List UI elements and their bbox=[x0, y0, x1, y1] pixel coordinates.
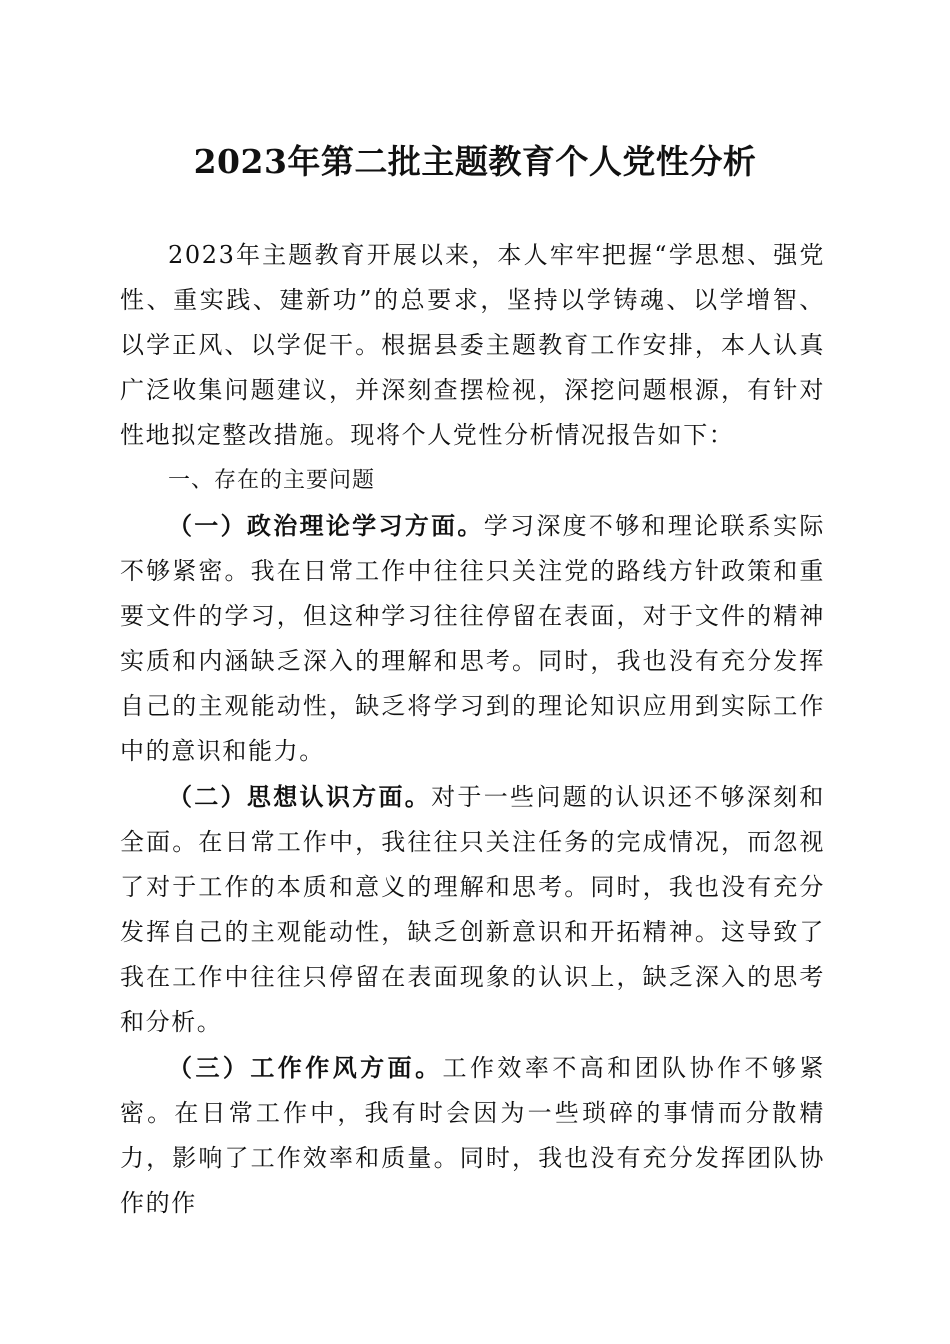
intro-paragraph: 2023年主题教育开展以来，本人牢牢把握“学思想、强党性、重实践、建新功”的总要求，坚持以学铸魂、以学增智、以学正风、以学促干。根据县委主题教育工作安排，本人认真广泛收集问题建议，并深刻查摆检视，深挖问题根源，有针对性地拟定整改措施。现将个人党性分析情况报告如下： bbox=[120, 241, 825, 449]
paragraph-text: 工作效率不高和团队协作不够紧密。在日常工作中，我有时会因为一些琐碎的事情而分散精力，影响了工作效率和质量。同时，我也没有充分发挥团队协作的作 bbox=[120, 1054, 826, 1217]
problem-paragraph-ideology bbox=[120, 774, 825, 1045]
paragraph-lead: （三）工作作风方面。 bbox=[168, 1053, 443, 1082]
document-title: 2023年第二批主题教育个人党性分析 bbox=[193, 142, 757, 181]
section-heading: 一、存在的主要问题 bbox=[168, 468, 376, 493]
problem-paragraph-political-theory bbox=[120, 503, 825, 774]
paragraph-text: 学习深度不够和理论联系实际不够紧密。我在日常工作中往往只关注党的路线方针政策和重要文件的学习，但这种学习往往停留在表面，对于文件的精神实质和内涵缺乏深入的理解和思考。同时，我也没有充分发挥自己的主观能动性，缺乏将学习到的理论知识应用到实际工作中的意识和能力。 bbox=[120, 512, 825, 765]
paragraph-text: 对于一些问题的认识还不够深刻和全面。在日常工作中，我往往只关注任务的完成情况，而忽视了对于工作的本质和意义的理解和思考。同时，我也没有充分发挥自己的主观能动性，缺乏创新意识和开拓精神。这导致了我在工作中往往只停留在表面现象的认识上，缺乏深入的思考和分析。 bbox=[120, 783, 826, 1036]
document-body bbox=[120, 233, 825, 1226]
problem-paragraph-work-style bbox=[120, 1045, 825, 1226]
paragraph-lead: （一）政治理论学习方面。 bbox=[168, 511, 484, 540]
paragraph-lead: （二）思想认识方面。 bbox=[168, 782, 432, 811]
